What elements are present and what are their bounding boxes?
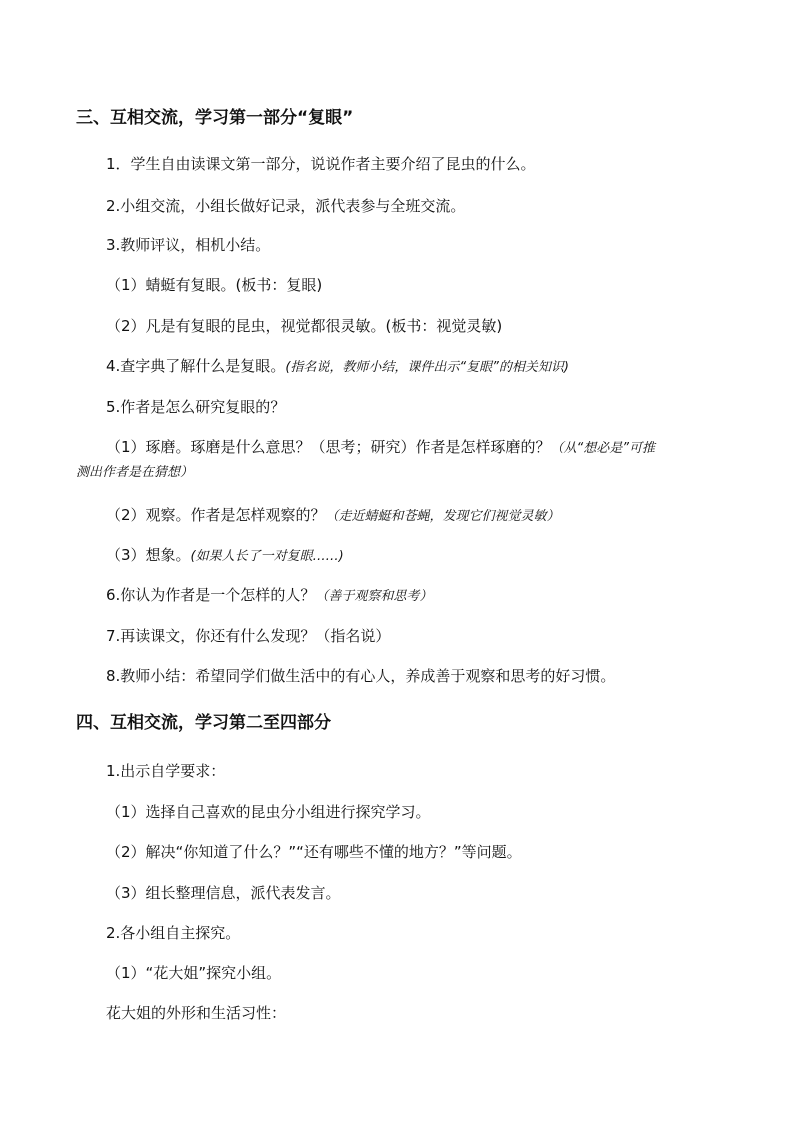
paragraph-3-6-note: （善于观察和思考） [315,589,433,604]
paragraph-4-2-2: 花大姐的外形和生活习性： [106,1004,287,1022]
paragraph-3-8: 8.教师小结：希望同学们做生活中的有心人，养成善于观察和思考的好习惯。 [106,667,616,685]
paragraph-3-5-3 [106,545,344,567]
paragraph-3-3-2: （2）凡是有复眼的昆虫，视觉都很灵敏。(板书：视觉灵敏) [106,317,503,335]
paragraph-3-5-1-note-continued: 测出作者是在猜想） [76,465,194,480]
paragraph-4-2: 2.各小组自主探究。 [106,924,241,942]
section-three-heading: 三、互相交流，学习第一部分“复眼” [76,108,354,128]
paragraph-3-5-1-note: （从“想必是”可推 [550,441,656,456]
paragraph-3-6-text: 6.你认为作者是一个怎样的人？ [106,586,316,604]
paragraph-3-4 [106,356,569,378]
paragraph-3-5: 5.作者是怎么研究复眼的？ [106,398,286,416]
paragraph-3-6 [106,585,432,607]
paragraph-4-1-2: （2）解决“你知道了什么？”“还有哪些不懂的地方？”等问题。 [106,843,522,861]
paragraph-3-4-note: (指名说，教师小结，课件出示“复眼”的相关知识) [285,360,569,375]
paragraph-4-1: 1.出示自学要求： [106,762,226,780]
paragraph-4-1-1: （1）选择自己喜欢的昆虫分小组进行探究学习。 [106,803,431,821]
paragraph-3-5-2 [106,505,560,527]
paragraph-3-5-3-note: (如果人长了一对复眼……) [190,549,344,564]
paragraph-3-5-3-text: （3）想象。 [106,546,191,564]
paragraph-4-1-3: （3）组长整理信息，派代表发言。 [106,884,341,902]
paragraph-3-5-2-note: （走近蜻蜓和苍蝇，发现它们视觉灵敏） [325,509,560,524]
paragraph-4-2-1: （1）“花大姐”探究小组。 [106,964,282,982]
paragraph-3-5-2-text: （2）观察。作者是怎样观察的？ [106,506,326,524]
paragraph-3-4-text: 4.查字典了解什么是复眼。 [106,357,286,375]
paragraph-3-3-1: （1）蜻蜓有复眼。(板书：复眼) [106,276,323,294]
paragraph-3-2: 2.小组交流，小组长做好记录，派代表参与全班交流。 [106,197,466,215]
paragraph-3-5-1-text: （1）琢磨。琢磨是什么意思？（思考；研究）作者是怎样琢磨的？ [106,438,551,456]
section-four-heading: 四、互相交流，学习第二至四部分 [76,713,331,733]
paragraph-3-7: 7.再读课文，你还有什么发现？（指名说） [106,627,391,645]
paragraph-3-3: 3.教师评议，相机小结。 [106,236,271,254]
paragraph-3-1: 1．学生自由读课文第一部分，说说作者主要介绍了昆虫的什么。 [106,155,536,173]
paragraph-3-5-1 [106,437,655,459]
